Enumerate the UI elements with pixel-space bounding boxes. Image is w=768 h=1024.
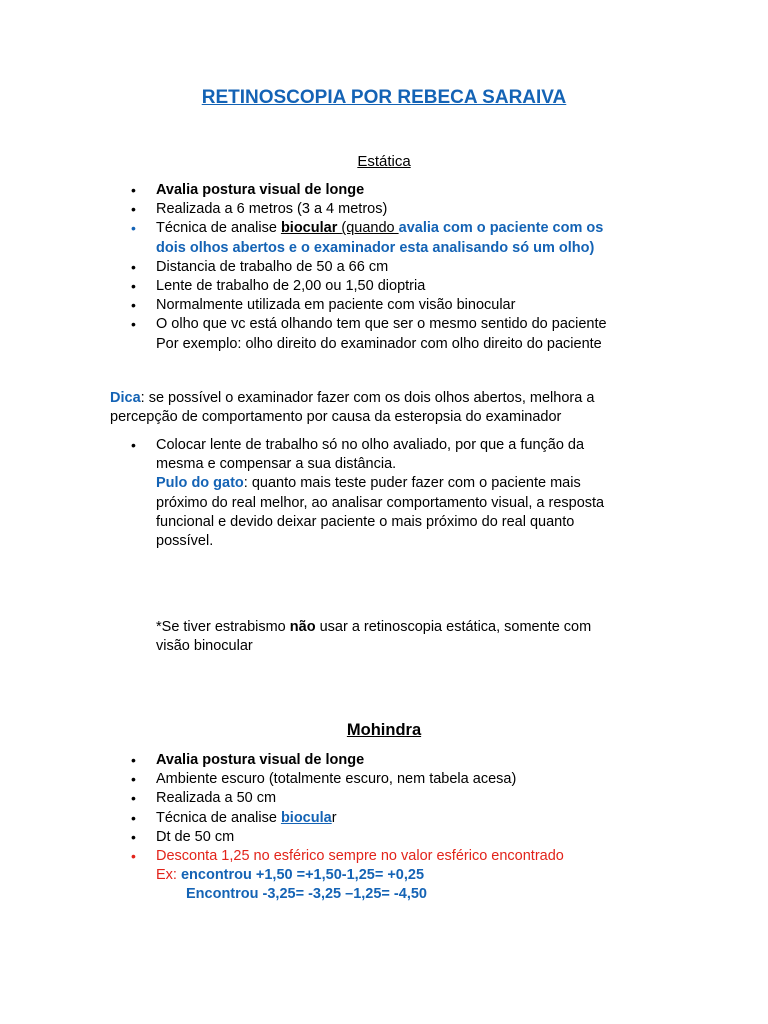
list-item: • Desconta 1,25 no esférico sempre no valor esférico encontrado: [0, 847, 768, 866]
list-item: • Distancia de trabalho de 50 a 66 cm: [0, 258, 768, 277]
list-item: • Ambiente escuro (totalmente escuro, nem tabela acesa): [0, 770, 768, 789]
list-item-continuation: Por exemplo: olho direito do examinador com olho direito do paciente: [156, 335, 602, 352]
bullet-icon: •: [131, 220, 136, 237]
bullet-icon: •: [131, 297, 136, 314]
biocular-term: biocular: [280, 220, 342, 237]
example-line: Ex: encontrou +1,50 =+1,50-1,25= +0,25: [156, 867, 425, 884]
list-item: • Avalia postura visual de longe: [0, 751, 768, 770]
pulo-do-gato-label: Pulo do gato: [156, 475, 244, 492]
bullet-icon: •: [131, 790, 136, 807]
estatica-list: [0, 181, 768, 354]
note-line: visão binocular: [156, 638, 253, 655]
list-item: • Técnica de analise biocular (quando avalia com o paciente com os: [0, 219, 768, 238]
dica-paragraph: Dica: se possível o examinador fazer com os dois olhos abertos, melhora a percepção de comportamento por causa da esteropsia do examinador: [110, 390, 595, 426]
bullet-icon: •: [131, 771, 136, 788]
list-item-continuation: mesma e compensar a sua distância.: [156, 456, 397, 473]
list-item-continuation: possível.: [156, 532, 214, 549]
page-title: RETINOSCOPIA POR REBECA SARAIVA: [201, 87, 567, 108]
bullet-icon: •: [131, 847, 136, 864]
bullet-icon: •: [131, 316, 136, 333]
section-heading-mohindra: Mohindra: [346, 721, 422, 739]
section-heading-estatica: Estática: [357, 153, 411, 170]
list-item-continuation: funcional e devido deixar paciente o mais próximo do real quanto: [156, 513, 575, 530]
bullet-icon: •: [131, 828, 136, 845]
note-block: [0, 618, 768, 656]
bullet-icon: •: [131, 809, 136, 826]
bullet-icon: •: [131, 182, 136, 198]
bullet-icon: •: [131, 277, 136, 294]
mohindra-list: [0, 751, 768, 905]
lente-list: [0, 436, 768, 551]
dica-label: Dica: [110, 390, 141, 406]
list-item: • Avalia postura visual de longe: [0, 181, 768, 200]
note-line: *Se tiver estrabismo não usar a retinoscopia estática, somente com: [156, 619, 592, 635]
list-item: • Colocar lente de trabalho só no olho avaliado, por que a função da: [0, 436, 768, 455]
list-item: • Realizada a 6 metros (3 a 4 metros): [0, 200, 768, 219]
list-item-continuation: próximo do real melhor, ao analisar comportamento visual, a resposta: [156, 494, 605, 511]
list-item: • O olho que vc está olhando tem que ser o mesmo sentido do paciente: [0, 315, 768, 334]
example-line: Encontrou -3,25= -3,25 –1,25= -4,50: [186, 886, 427, 903]
biocular-link: biocula: [280, 809, 332, 826]
bullet-icon: •: [131, 258, 136, 275]
bullet-icon: •: [131, 752, 136, 768]
list-item: • Técnica de analise biocular: [0, 809, 768, 828]
list-item: • Dt de 50 cm: [0, 828, 768, 847]
list-item: • Realizada a 50 cm: [0, 789, 768, 808]
list-item-continuation: dois olhos abertos e o examinador esta analisando só um olho): [156, 239, 595, 256]
list-item: • Lente de trabalho de 2,00 ou 1,50 dioptria: [0, 277, 768, 296]
bullet-icon: •: [131, 201, 136, 218]
list-item-continuation: Pulo do gato: quanto mais teste puder fazer com o paciente mais: [156, 475, 581, 492]
list-item: • Normalmente utilizada em paciente com visão binocular: [0, 296, 768, 315]
bullet-icon: •: [131, 437, 136, 453]
